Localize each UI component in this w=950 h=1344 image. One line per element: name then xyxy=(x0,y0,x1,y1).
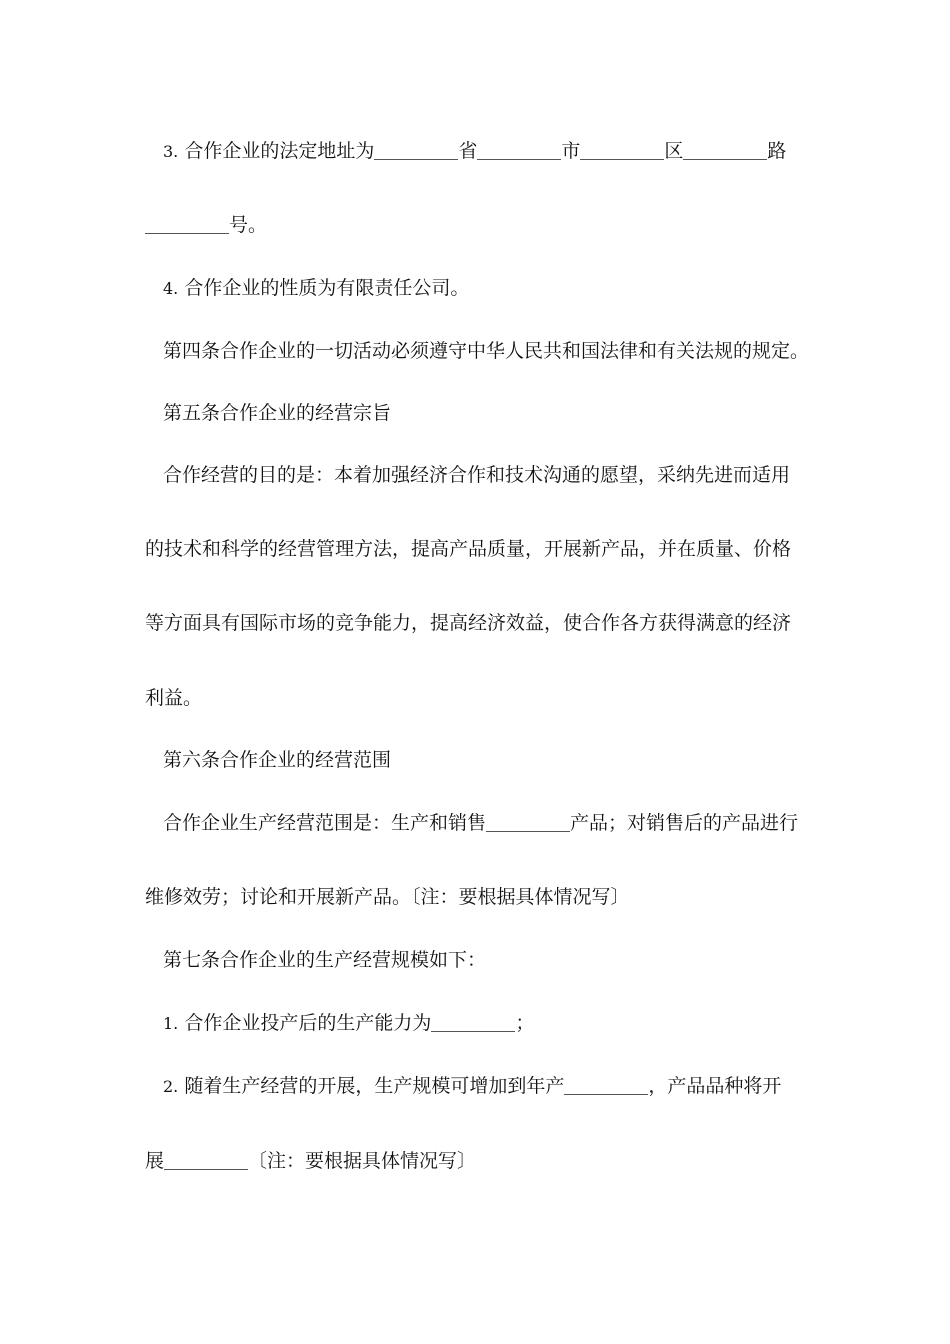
blank-field xyxy=(145,213,229,234)
clause-3-address-cont xyxy=(145,210,810,240)
body-text: 合作企业生产经营范围是：生产和销售 xyxy=(163,812,487,834)
article-7-item-2 xyxy=(163,1071,810,1101)
body-text: 展 xyxy=(145,1150,165,1172)
article-6-title: 第六条合作企业的经营范围 xyxy=(163,749,392,771)
body-text: 产品；对销售后的产品进行 xyxy=(570,812,799,834)
clause-number: 2. xyxy=(163,1077,179,1096)
clause-3-address xyxy=(163,136,810,166)
clause-4-nature xyxy=(163,273,810,303)
blank-field xyxy=(683,139,767,160)
blank-field xyxy=(374,139,458,160)
body-text: 〔注：要根据具体情况写〕 xyxy=(248,1150,477,1172)
body-text: 合作企业投产后的生产能力为 xyxy=(184,1012,432,1034)
blank-field xyxy=(486,811,570,832)
clause-text: 合作企业的性质为有限责任公司。 xyxy=(184,277,470,299)
city-label: 市 xyxy=(561,140,581,162)
body-text: 随着生产经营的开展，生产规模可增加到年产 xyxy=(184,1075,565,1097)
article-5-title: 第五条合作企业的经营宗旨 xyxy=(163,402,392,424)
article-6-body xyxy=(163,808,810,838)
body-text: ，产品品种将开 xyxy=(648,1075,782,1097)
district-label: 区 xyxy=(664,140,684,162)
article-4: 第四条合作企业的一切活动必须遵守中华人民共和国法律和有关法规的规定。 xyxy=(163,340,810,362)
body-text: ； xyxy=(515,1012,535,1034)
clause-number: 4. xyxy=(163,279,179,298)
number-label: 号。 xyxy=(229,214,268,236)
clause-number: 3. xyxy=(163,142,179,161)
article-7-title: 第七条合作企业的生产经营规模如下： xyxy=(163,949,487,971)
province-label: 省 xyxy=(458,140,478,162)
article-5-body-line: 等方面具有国际市场的竞争能力，提高经济效益，使合作各方获得满意的经济 xyxy=(145,612,792,634)
blank-field xyxy=(431,1011,515,1032)
article-7-item-1 xyxy=(163,1008,810,1038)
clause-number: 1. xyxy=(163,1014,179,1033)
article-5-body-line: 的技术和科学的经营管理方法，提高产品质量，开展新产品，并在质量、价格 xyxy=(145,538,792,560)
road-label: 路 xyxy=(767,140,787,162)
blank-field xyxy=(580,139,664,160)
clause-text: 合作企业的法定地址为 xyxy=(184,140,375,162)
article-5-body-line: 合作经营的目的是：本着加强经济合作和技术沟通的愿望，采纳先进而适用 xyxy=(163,464,791,486)
article-6-body-cont: 维修效劳；讨论和开展新产品。〔注：要根据具体情况写〕 xyxy=(145,886,630,908)
blank-field xyxy=(564,1074,648,1095)
blank-field xyxy=(477,139,561,160)
article-7-item-2-cont xyxy=(145,1146,810,1176)
blank-field xyxy=(164,1149,248,1170)
article-5-body-line: 利益。 xyxy=(145,687,203,709)
